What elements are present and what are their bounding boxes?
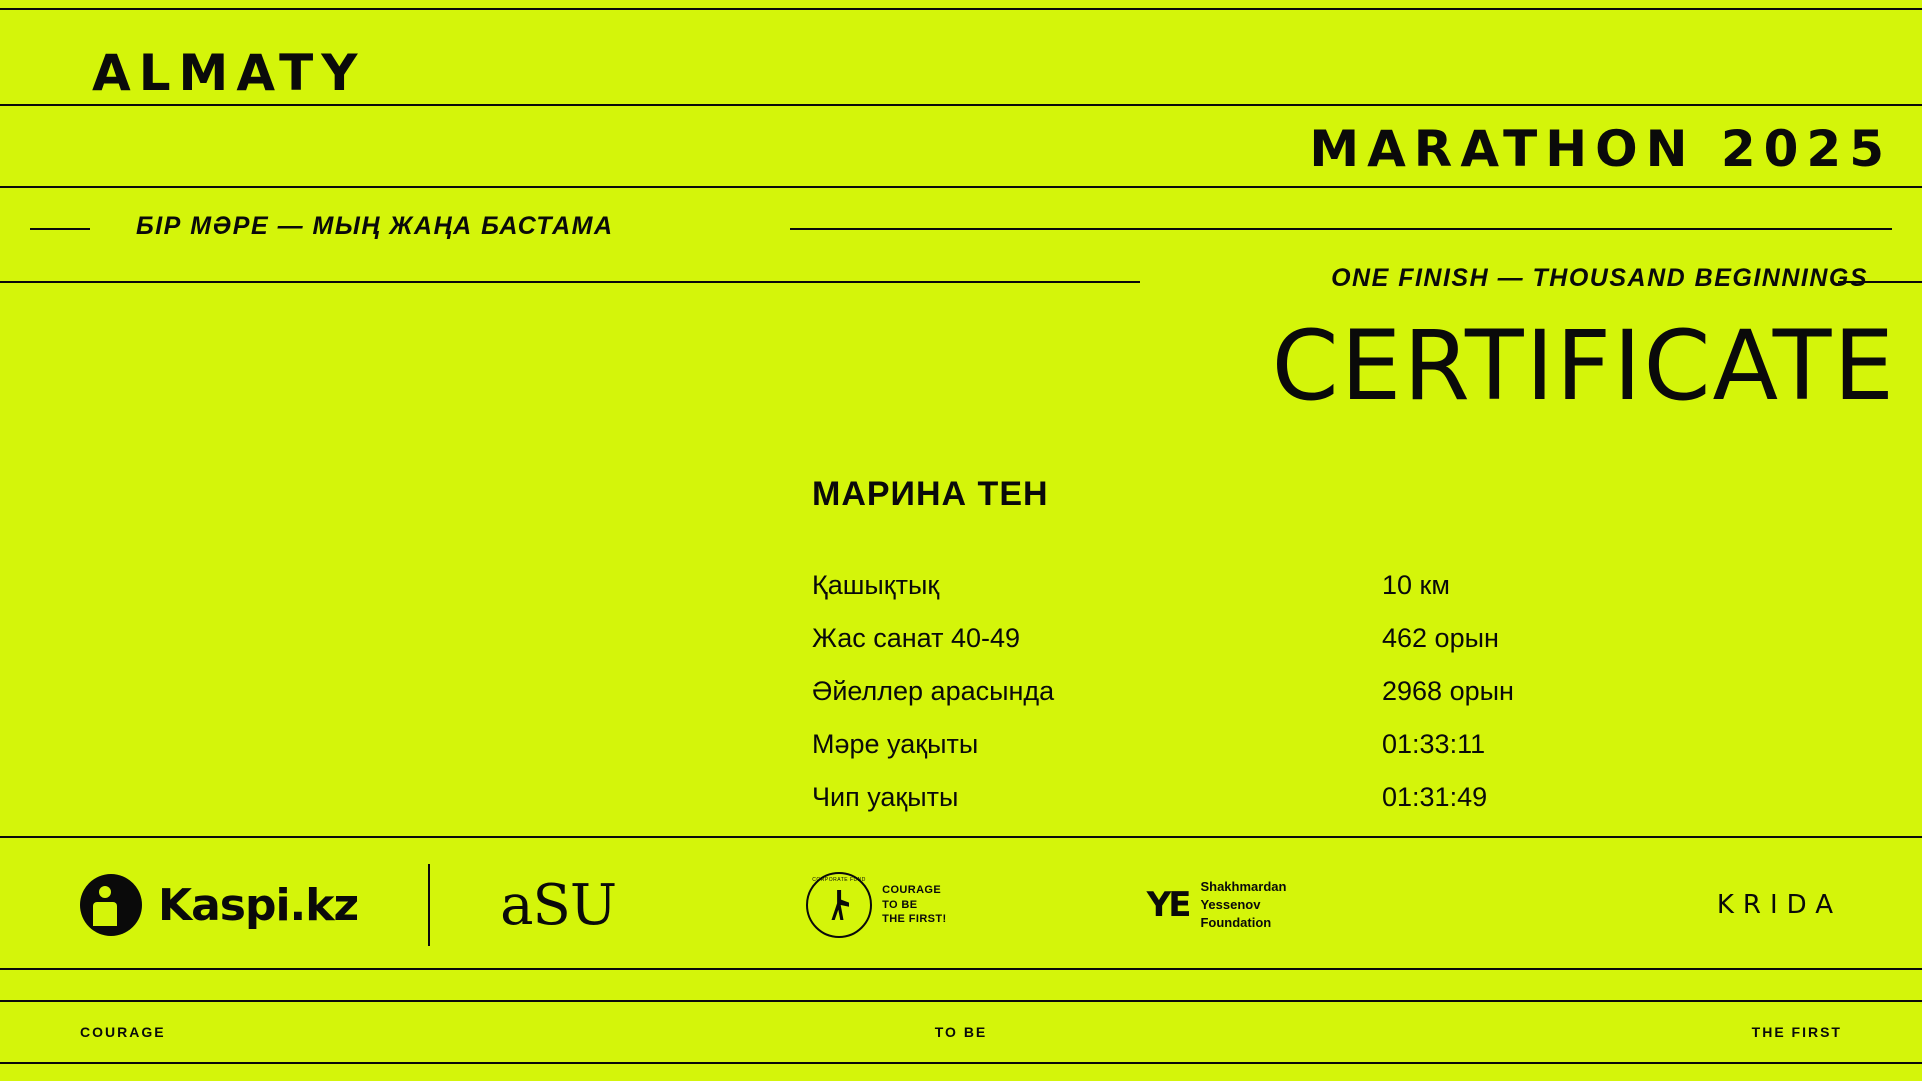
divider-rule-slogan-right (790, 228, 1892, 230)
sponsor-kaspi (80, 874, 358, 936)
detail-label: Чип уақыты (812, 782, 959, 812)
runner-figure-icon (829, 890, 849, 920)
footer-center-text: TO BE (934, 1024, 988, 1040)
detail-label: Әйеллер арасында (812, 676, 1055, 706)
detail-value: 01:31:49 (1382, 782, 1488, 812)
footer-right-text: THE FIRST (1751, 1024, 1842, 1040)
yessenov-logo-icon: YE (1146, 885, 1189, 925)
detail-row (812, 570, 1612, 601)
detail-label: Қашықтық (812, 570, 940, 600)
courage-ring-text: CORPORATE FUND (812, 877, 866, 883)
divider-rule-bottom (0, 1062, 1922, 1064)
detail-row (812, 782, 1612, 813)
kaspi-logo-icon (80, 874, 142, 936)
detail-label: Мәре уақыты (812, 729, 979, 759)
yessenov-line-1: Shakhmardan (1200, 878, 1287, 894)
sponsor-yessenov-foundation (1147, 878, 1287, 933)
kaspi-wordmark: Kaspi.kz (158, 879, 359, 931)
courage-line-3: THE FIRST! (882, 913, 947, 926)
detail-value: 10 км (1382, 570, 1450, 600)
footer-left-text: COURAGE (80, 1024, 166, 1040)
detail-row (812, 729, 1612, 760)
detail-label: Жас санат 40-49 (812, 623, 1021, 653)
divider-rule-top (0, 8, 1922, 10)
detail-value: 462 орын (1382, 623, 1499, 653)
city-title: ALMATY (92, 44, 366, 102)
yessenov-line-2: Yessenov (1200, 896, 1261, 912)
divider-rule-above-footer (0, 1000, 1922, 1002)
slogan-english: ONE FINISH — THOUSAND BEGINNINGS (1331, 264, 1868, 292)
detail-row (812, 623, 1612, 654)
divider-rule-above-sponsors (0, 836, 1922, 838)
divider-rule-slogan-en-left (0, 281, 1140, 283)
sponsor-asu: aSU (500, 872, 617, 938)
divider-rule-under-event (0, 186, 1922, 188)
sponsor-divider (428, 864, 430, 946)
courage-wordmark (882, 883, 947, 928)
detail-value: 2968 орын (1382, 676, 1514, 706)
footer-strip (0, 1012, 1922, 1052)
sponsor-courage-fund (806, 872, 947, 938)
divider-rule-slogan-left-stub (30, 228, 90, 230)
courage-line-1: COURAGE (882, 883, 942, 896)
result-details (812, 570, 1612, 835)
detail-row (812, 676, 1612, 707)
slogan-kazakh: БІР МӘРЕ — МЫҢ ЖАҢА БАСТАМА (136, 212, 614, 240)
sponsor-krida: KRIDA (1716, 890, 1842, 920)
page-title: CERTIFICATE (1271, 310, 1896, 422)
detail-value: 01:33:11 (1382, 729, 1486, 759)
divider-rule-under-city (0, 104, 1922, 106)
courage-fund-icon (806, 872, 872, 938)
event-title: MARATHON 2025 (1309, 120, 1892, 178)
participant-name: МАРИНА ТЕН (812, 475, 1049, 513)
sponsor-strip (0, 840, 1922, 970)
yessenov-wordmark (1200, 878, 1286, 933)
yessenov-line-3: Foundation (1200, 915, 1272, 931)
courage-line-2: TO BE (882, 898, 918, 911)
